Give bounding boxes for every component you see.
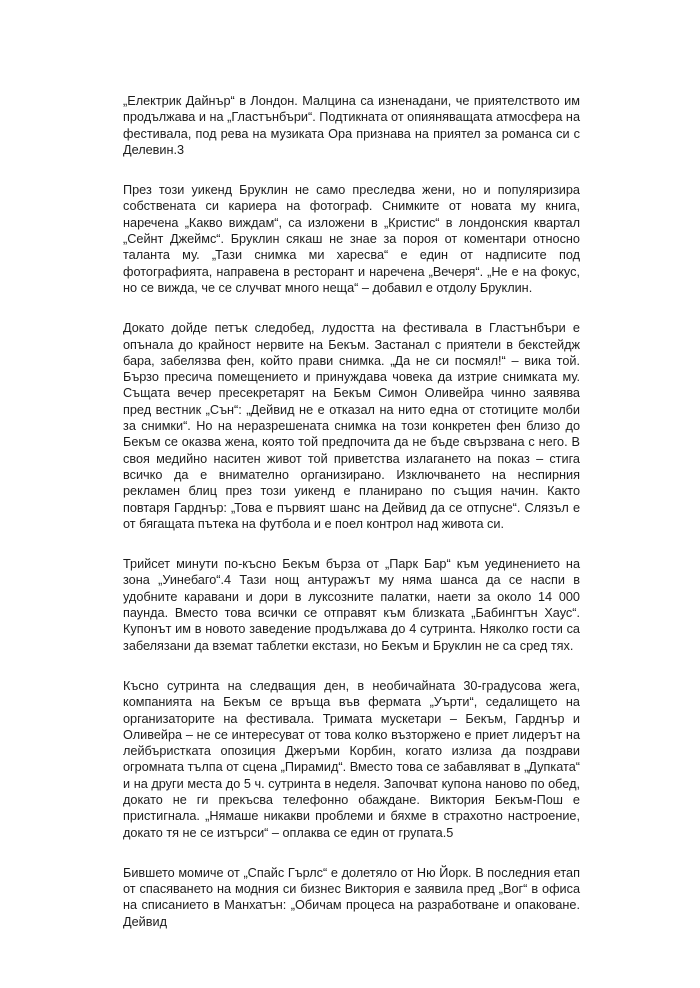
document-body (123, 93, 580, 954)
paragraph-4: Трийсет минути по-късно Бекъм бърза от „Парк Бар“ към уединението на зона „Уинебаго“.4 Тази нощ антуражът му няма шанса да се наспи в удобните каравани и дори в луксозните палатки, наети за около 14 000 паунда. Вместо това всички се отправят към близката „Бабингтън Хаус“. Купонът им в новото заведение продължава до 4 сутринта. Няколко гости са забелязани да вземат таблетки екстази, но Бекъм и Бруклин не са сред тях. (123, 557, 580, 653)
paragraph-1: „Електрик Дайнър“ в Лондон. Малцина са изненадани, че приятелството им продължава и на „Гластънбъри“. Подтикната от опияняващата атмосфера на фестивала, под рева на музиката Ора признава на приятел за романса си с Делевин.3 (123, 94, 580, 157)
paragraph-5: Късно сутринта на следващия ден, в необичайната 30-градусова жега, компанията на Бекъм се връща във фермата „Уърти“, седалището на организаторите на фестивала. Тримата мускетари – Бекъм, Гарднър и Оливейра – не се интересуват от това колко възторжено е приет лидерът на лейбъристката опозиция Джеръми Корбин, когато излиза да поздрави огромната тълпа от сцена „Пирамид“. Вместо това се забавляват в „Дупката“ и на други места до 5 ч. сутринта в неделя. Започват купона наново по обед, докато не ги прекъсва телефонно обаждане. Виктория Бекъм-Пош е пристигнала. „Нямаше никакви проблеми и бяхме в страхотно настроение, докато тя не се изтърси“ – оплаква се един от групата.5 (123, 678, 580, 840)
paragraph-2: През този уикенд Бруклин не само преследва жени, но и популяризира собствената си кариера на фотограф. Снимките от новата му книга, наречена „Какво виждам“, са изложени в „Кристис“ в лондонския квартал „Сейнт Джеймс“. Бруклин сякаш не знае за пороя от коментари относно таланта му. „Тази снимка ми харесва“ е един от надписите под фотографията, направена в ресторант и наречена „Вечеря“. „Не е на фокус, но се вижда, че се случват много неща“ – добавил е отдолу Бруклин. (123, 183, 580, 295)
paragraph-6: Бившето момиче от „Спайс Гърлс“ е долетяло от Ню Йорк. В последния етап от спасяването на модния си бизнес Виктория е заявила пред „Вог“ в офиса на списанието в Манхатън: „Обичам процеса на разработване и опаковане. Дейвид (123, 865, 580, 929)
paragraph-3: Докато дойде петък следобед, лудостта на фестивала в Гластънбъри е опънала до крайност нервите на Бекъм. Застанал с приятели в бекстейдж бара, забелязва фен, който прави снимка. „Да не си посмял!“ – вика той. Бързо пресича помещението и принуждава човека да изтрие снимката му. Същата вечер пресекретарят на Бекъм Симон Оливейра чинно заявява пред вестник „Сън“: „Дейвид не е отказал на нито една от стотиците молби за снимки“. Но на неразрешената снимка на този конкретен фен близо до Бекъм се оказва жена, която той предпочита да не бъде свързвана с него. В своя медийно наситен живот той приветства излагането на показ – стига всичко да е внимателно организирано. Изключването на неспирния рекламен блиц през този уикенд е планирано по същия начин. Както повтаря Гарднър: „Това е първият шанс на Дейвид да се отпусне“. Слязъл е от бягащата пътека на футбола и е поел контрол над живота си. (123, 321, 580, 531)
